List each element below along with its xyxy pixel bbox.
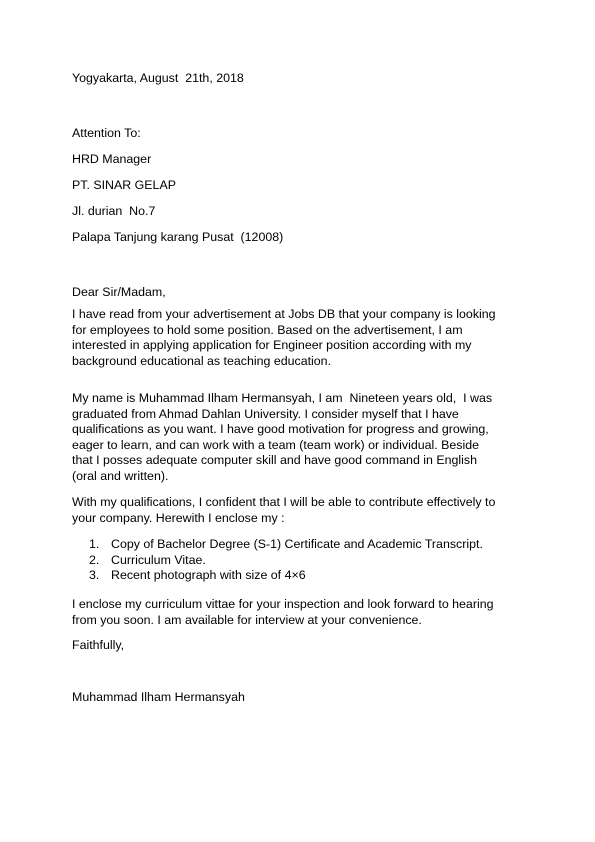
recipient-city: Palapa Tanjung karang Pusat (12008) (72, 230, 284, 244)
list-number: 1. (89, 537, 100, 551)
paragraph-line: eager to learn, and can work with a team (team work) or individual. Beside (72, 437, 480, 452)
enclosure-list (89, 537, 483, 584)
list-number: 3. (89, 568, 100, 582)
paragraph-line: qualifications as you want. I have good motivation for progress and growing, (72, 422, 489, 436)
paragraph-intro (72, 307, 532, 369)
paragraph-line: from you soon. I am available for interview at your convenience. (72, 612, 422, 627)
recipient-street: Jl. durian No.7 (72, 204, 156, 218)
paragraph-line: With my qualifications, I confident that I will be able to contribute effectively to (72, 495, 496, 509)
paragraph-line: that I posses adequate computer skill and have good command in English (72, 453, 478, 467)
closing: Faithfully, (72, 638, 125, 652)
paragraph-about (72, 391, 532, 484)
list-item (89, 568, 483, 584)
paragraph-line: your company. Herewith I enclose my : (72, 510, 285, 525)
salutation: Dear Sir/Madam, (72, 285, 166, 299)
paragraph-line: graduated from Ahmad Dahlan University. I consider myself that I have (72, 406, 459, 421)
paragraph-closing (72, 597, 532, 628)
paragraph-line: background educational as teaching education. (72, 353, 332, 368)
signature-name: Muhammad Ilham Hermansyah (72, 690, 245, 704)
paragraph-line: My name is Muhammad Ilham Hermansyah, I am Nineteen years old, I was (72, 391, 493, 405)
attention-line: Attention To: (72, 126, 141, 140)
place-date: Yogyakarta, August 21th, 2018 (72, 71, 244, 85)
recipient-company: PT. SINAR GELAP (72, 178, 176, 192)
list-item (89, 553, 483, 569)
paragraph-line: for employees to hold some position. Based on the advertisement, I am (72, 322, 463, 337)
paragraph-line: I enclose my curriculum vittae for your inspection and look forward to hearing (72, 597, 494, 611)
paragraph-line: I have read from your advertisement at Jobs DB that your company is looking (72, 307, 496, 321)
list-text: Curriculum Vitae. (111, 552, 206, 567)
list-text: Copy of Bachelor Degree (S-1) Certificate and Academic Transcript. (111, 537, 483, 551)
paragraph-qualifications (72, 495, 532, 526)
list-text: Recent photograph with size of 4×6 (111, 568, 306, 582)
paragraph-line: (oral and written). (72, 468, 169, 483)
list-number: 2. (89, 552, 100, 567)
paragraph-line: interested in applying application for Engineer position according with my (72, 338, 472, 352)
list-item (89, 537, 483, 553)
recipient-title: HRD Manager (72, 152, 152, 166)
